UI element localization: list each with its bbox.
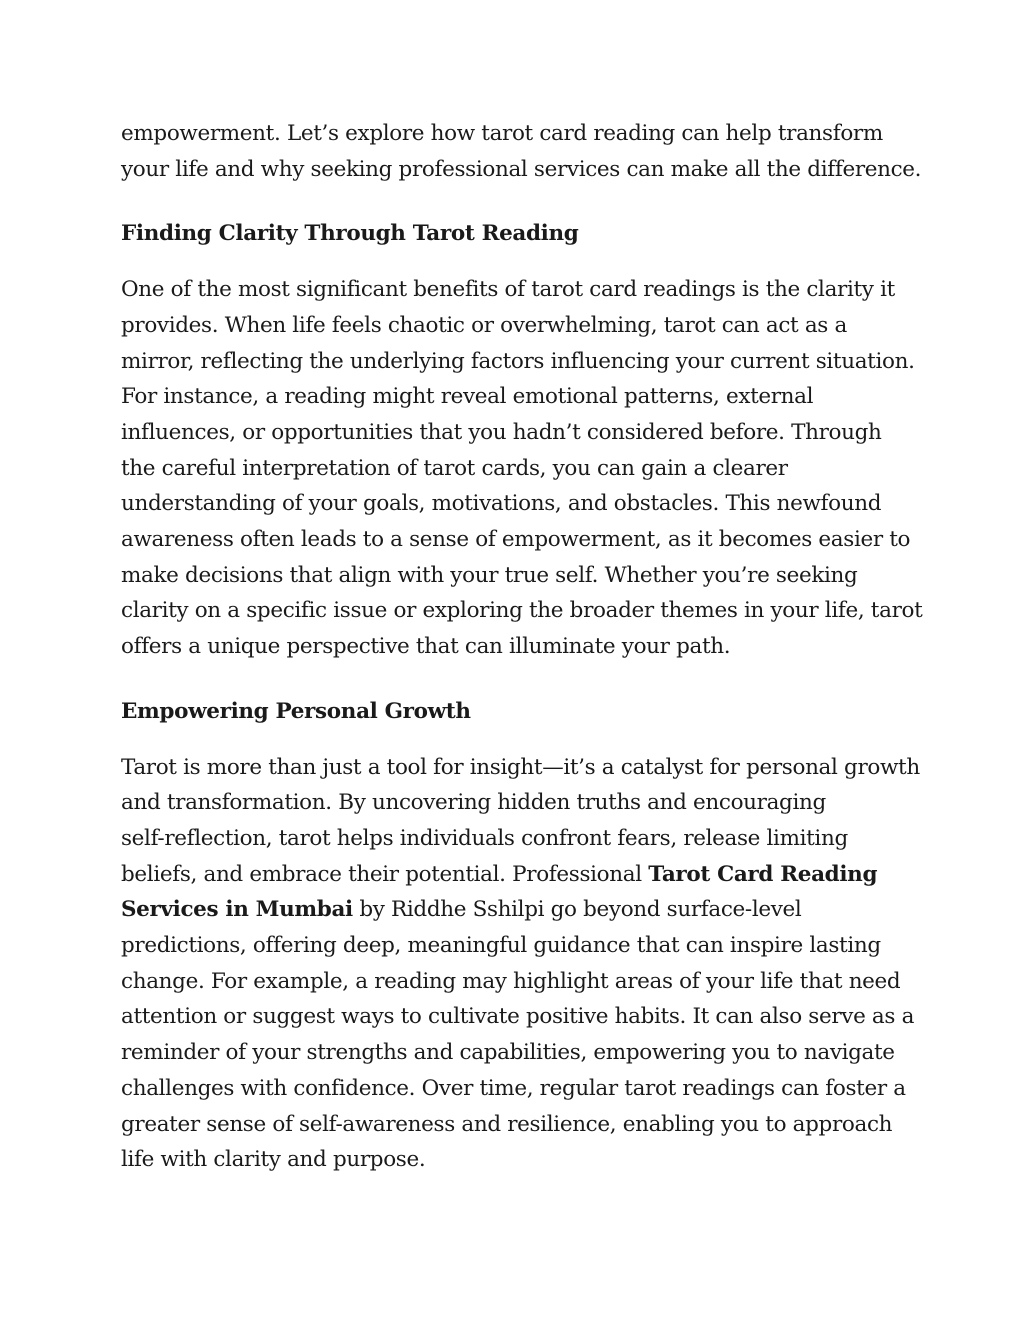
section-heading-clarity: Finding Clarity Through Tarot Reading	[121, 221, 579, 247]
text-line: the careful interpretation of tarot cards, you can gain a clearer	[121, 455, 788, 481]
text-line: change. For example, a reading may highlight areas of your life that need	[121, 968, 901, 994]
text-line: greater sense of self-awareness and resilience, enabling you to approach	[121, 1111, 893, 1137]
text-line	[121, 857, 911, 893]
text-segment: beliefs, and embrace their potential. Professional	[121, 861, 649, 887]
text-line: and transformation. By uncovering hidden truths and encouraging	[121, 790, 826, 816]
text-line: Tarot is more than just a tool for insight—it’s a catalyst for personal growth	[121, 754, 920, 780]
text-line: challenges with confidence. Over time, regular tarot readings can foster a	[121, 1075, 906, 1101]
text-line: awareness often leads to a sense of empowerment, as it becomes easier to	[121, 527, 911, 553]
text-line: predictions, offering deep, meaningful guidance that can inspire lasting	[121, 933, 881, 959]
service-link-text: Services in Mumbai	[121, 897, 353, 923]
text-line: empowerment. Let’s explore how tarot card reading can help transform	[121, 121, 883, 146]
service-link-text: Tarot Card Reading	[648, 861, 878, 887]
text-line: offers a unique perspective that can illuminate your path.	[121, 634, 731, 660]
text-line: life with clarity and purpose.	[121, 1147, 426, 1173]
text-line: influences, or opportunities that you hadn’t considered before. Through	[121, 419, 882, 445]
text-line: attention or suggest ways to cultivate positive habits. It can also serve as a	[121, 1004, 915, 1030]
intro-paragraph	[121, 116, 922, 187]
text-line: make decisions that align with your true self. Whether you’re seeking	[121, 562, 858, 588]
clarity-paragraph	[121, 272, 923, 665]
text-line: your life and why seeking professional services can make all the difference.	[121, 156, 922, 182]
text-segment: by Riddhe Sshilpi go beyond surface-level	[352, 897, 802, 923]
growth-paragraph	[121, 750, 920, 1178]
text-line	[121, 892, 911, 928]
document-page	[121, 116, 923, 1178]
text-line: provides. When life feels chaotic or overwhelming, tarot can act as a	[121, 312, 847, 338]
text-line: understanding of your goals, motivations, and obstacles. This newfound	[121, 491, 882, 517]
text-line: mirror, reflecting the underlying factors influencing your current situation.	[121, 348, 915, 374]
text-line: reminder of your strengths and capabilities, empowering you to navigate	[121, 1040, 895, 1066]
text-line: clarity on a specific issue or exploring the broader themes in your life, tarot	[121, 598, 923, 624]
text-line: self-reflection, tarot helps individuals confront fears, release limiting	[121, 825, 848, 851]
text-line: For instance, a reading might reveal emotional patterns, external	[121, 384, 814, 410]
section-heading-growth: Empowering Personal Growth	[121, 698, 471, 724]
text-line: One of the most significant benefits of tarot card readings is the clarity it	[121, 277, 895, 303]
